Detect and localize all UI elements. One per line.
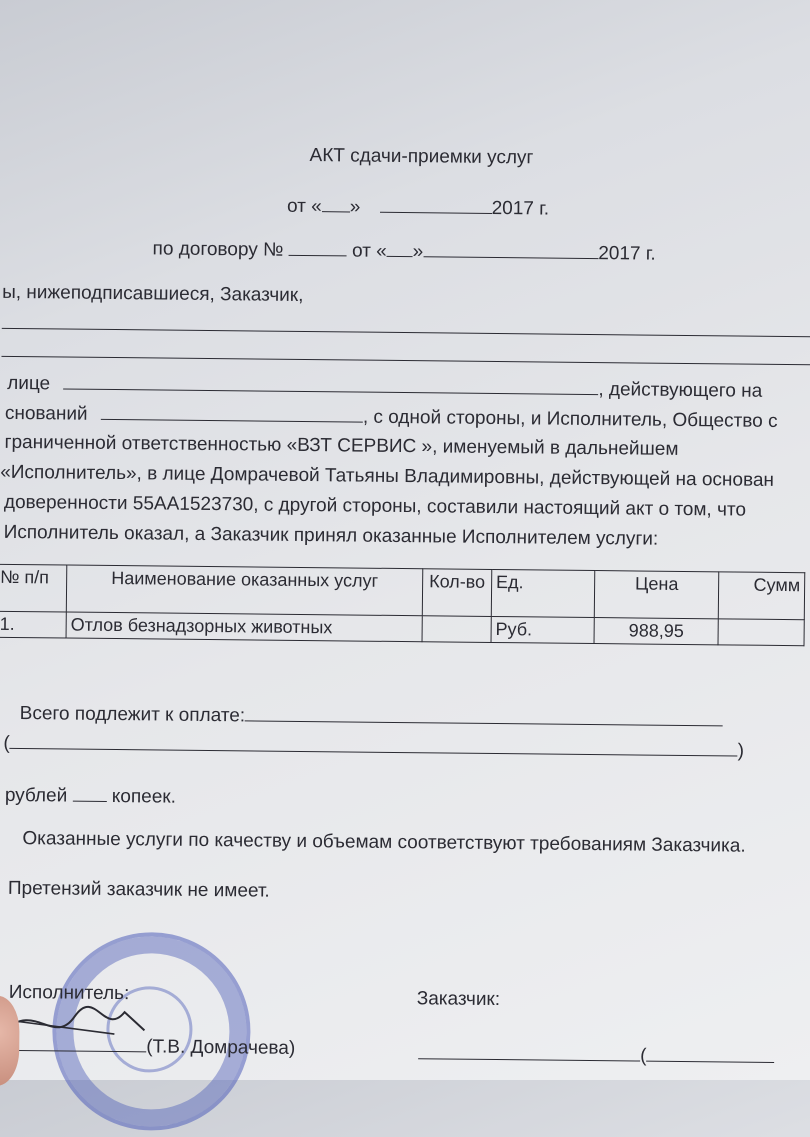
body-line-6: Исполнитель оказал, а Заказчик принял оказанные Исполнителем услуги: <box>3 521 659 550</box>
body-line-5: доверенности 55АА1523730, с другой стороны, составили настоящий акт о том, что <box>3 491 747 521</box>
date-prefix: от « <box>286 195 322 218</box>
customer-sign-line <box>418 1042 775 1069</box>
header-name: Наименование оказанных услуг <box>66 565 423 616</box>
date-year: 2017 г. <box>491 197 550 220</box>
executor-sign-line <box>18 1034 295 1060</box>
contract-prefix: по договору № <box>152 238 284 261</box>
contract-from: от « <box>351 240 387 262</box>
total-label: Всего подлежит к оплате: <box>19 703 246 727</box>
header-qty: Кол-во <box>422 569 491 617</box>
total-blank <box>245 704 723 726</box>
header-num: № п/п <box>0 564 67 612</box>
representative-blank <box>63 372 598 395</box>
day-blank <box>322 195 350 212</box>
currency-line <box>5 784 176 809</box>
total-words-line <box>3 732 744 763</box>
customer-sign-blank <box>418 1042 640 1061</box>
document-date <box>287 195 549 221</box>
representative-line <box>7 372 762 403</box>
basis-rest: , с одной стороны, и Исполнитель, Общество с <box>362 406 778 432</box>
customer-label: Заказчик: <box>416 988 501 1011</box>
open-paren: ( <box>3 732 10 754</box>
kopecks-label: копеек. <box>111 785 177 808</box>
contract-year: 2017 г. <box>598 243 656 265</box>
contract-mid: » <box>412 241 424 263</box>
executor-name: (Т.В. Домрачева) <box>146 1036 296 1059</box>
row-qty <box>422 616 491 643</box>
month-blank <box>380 196 492 214</box>
representative-label: лице <box>7 372 51 395</box>
claims-statement: Претензий заказчик не имеет. <box>7 877 270 902</box>
basis-label: снований <box>4 402 88 425</box>
row-num: 1. <box>0 611 66 638</box>
total-line <box>20 702 724 732</box>
document-title: АКТ сдачи-приемки услуг <box>309 145 534 169</box>
rubles-label: рублей <box>4 784 68 807</box>
header-unit: Ед. <box>491 569 595 617</box>
services-table <box>0 564 805 646</box>
kopecks-blank <box>72 785 106 802</box>
row-sum <box>718 619 804 646</box>
header-price: Цена <box>595 571 719 619</box>
contract-line <box>152 237 655 265</box>
customer-name-line-2 <box>1 356 810 365</box>
body-line-3: граниченной ответственностью «ВЗТ СЕРВИС », именуемый в дальнейшем <box>4 431 679 460</box>
customer-name-blank <box>646 1045 774 1063</box>
executor-sign-blank <box>18 1034 146 1052</box>
contract-number-blank <box>289 239 347 257</box>
contract-day-blank <box>387 240 413 257</box>
intro-line: ы, нижеподписавшиеся, Заказчик, <box>2 281 304 306</box>
basis-line <box>5 402 778 433</box>
acting-on: , действующего на <box>598 379 763 402</box>
body-line-4: «Исполнитель», в лице Домрачевой Татьяны Владимировны, действующей на основан <box>0 461 775 491</box>
date-mid: » <box>349 196 361 218</box>
row-unit: Руб. <box>491 616 595 643</box>
executor-label: Исполнитель: <box>8 981 130 1005</box>
table-header-row <box>0 564 805 619</box>
header-sum: Сумм <box>718 572 805 620</box>
row-price: 988,95 <box>594 618 718 645</box>
close-paren: ) <box>737 740 745 762</box>
total-words-blank <box>10 732 738 757</box>
row-name: Отлов безнадзорных животных <box>66 612 422 642</box>
customer-name-line-1 <box>2 328 810 337</box>
contract-month-blank <box>423 240 598 259</box>
quality-statement: Оказанные услуги по качеству и объемам соответствуют требованиям Заказчика. <box>22 828 746 857</box>
customer-paren: ( <box>640 1045 647 1067</box>
basis-blank <box>101 403 363 423</box>
